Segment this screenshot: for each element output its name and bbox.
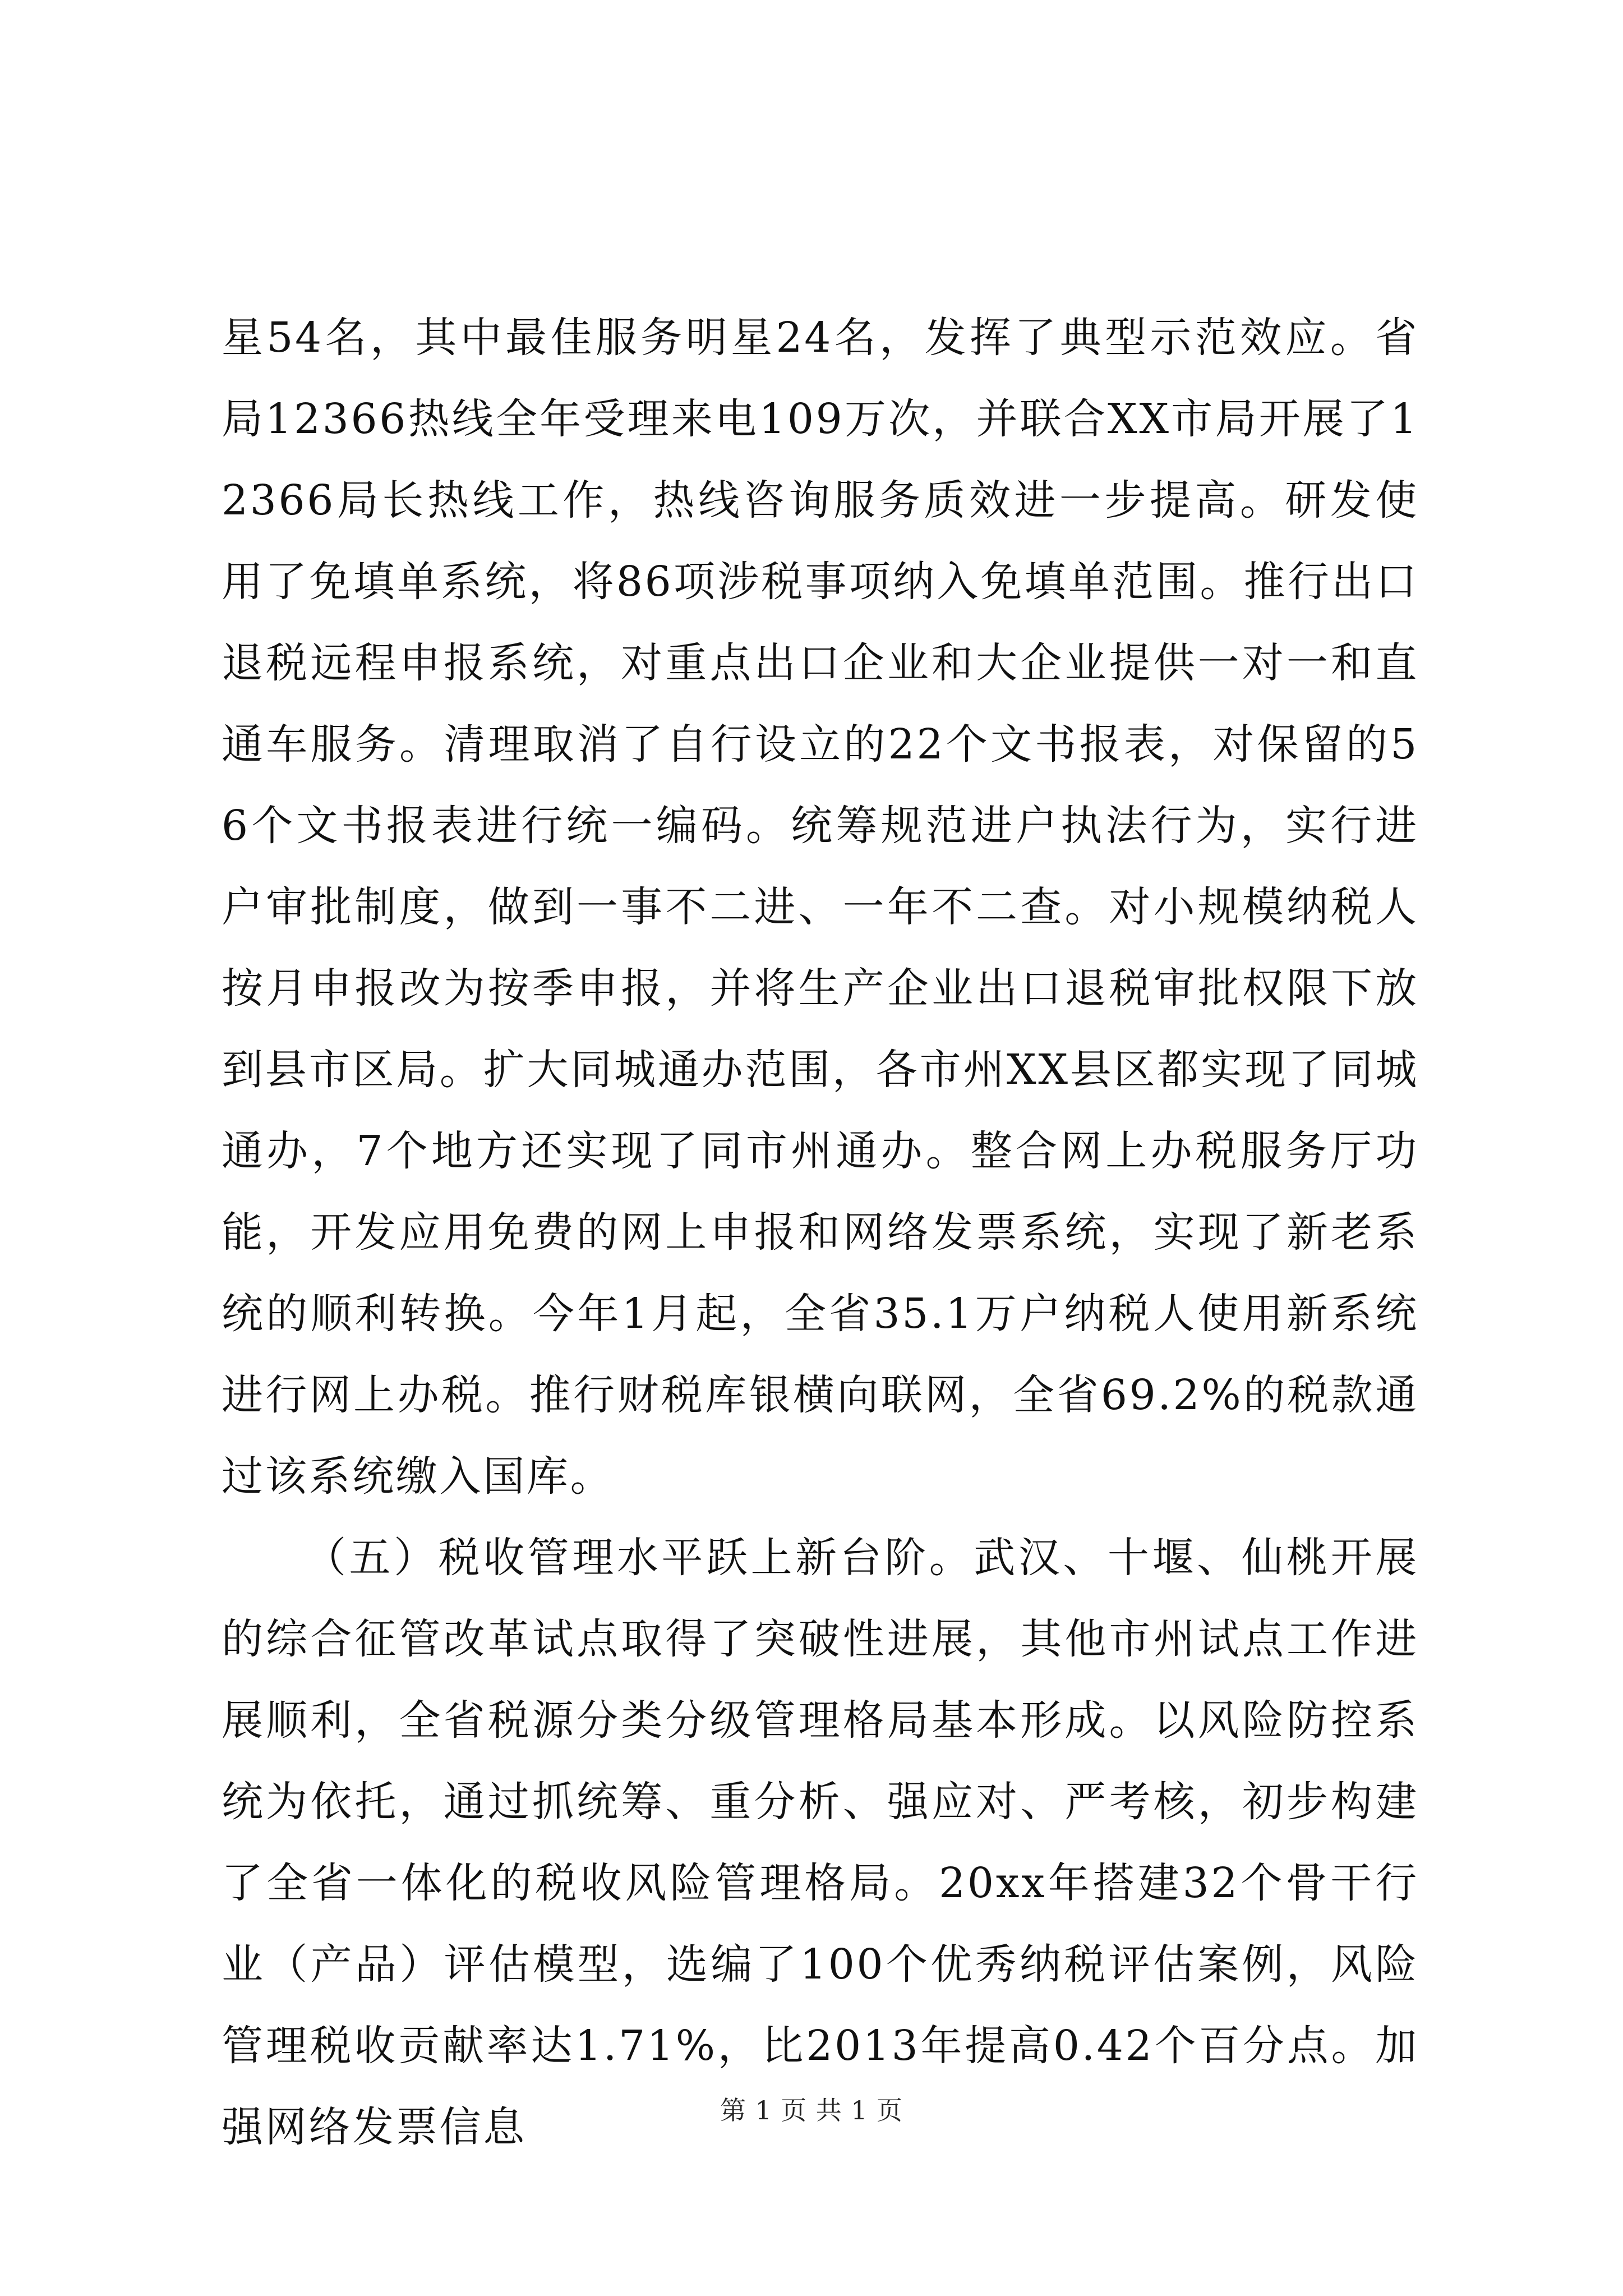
- document-body: [222, 297, 1419, 2168]
- page-footer: 第 1 页 共 1 页: [720, 2095, 903, 2125]
- paragraph-2: （五）税收管理水平跃上新台阶。武汉、十堰、仙桃开展的综合征管改革试点取得了突破性进展，其他市州试点工作进展顺利，全省税源分类分级管理格局基本形成。以风险防控系统为依托，通过抓统筹、重分析、强应对、严考核，初步构建了全省一体化的税收风险管理格局。20xx年搭建32个骨干行业（产品）评估模型，选编了100个优秀纳税评估案例，风险管理税收贡献率达1.71%，比2013年提高0.42个百分点。加强网络发票信息: [222, 1534, 1419, 2151]
- paragraph-1: 星54名，其中最佳服务明星24名，发挥了典型示范效应。省局12366热线全年受理来电109万次，并联合XX市局开展了12366局长热线工作，热线咨询服务质效进一步提高。研发使用了免填单系统，将86项涉税事项纳入免填单范围。推行出口退税远程申报系统，对重点出口企业和大企业提供一对一和直通车服务。清理取消了自行设立的22个文书报表，对保留的56个文书报表进行统一编码。统筹规范进户执法行为，实行进户审批制度，做到一事不二进、一年不二查。对小规模纳税人按月申报改为按季申报，并将生产企业出口退税审批权限下放到县市区局。扩大同城通办范围，各市州XX县区都实现了同城通办，7个地方还实现了同市州通办。整合网上办税服务厅功能，开发应用免费的网上申报和网络发票系统，实现了新老系统的顺利转换。今年1月起，全省35.1万户纳税人使用新系统进行网上办税。推行财税库银横向联网，全省69.2%的税款通过该系统缴入国库。: [222, 314, 1419, 1501]
